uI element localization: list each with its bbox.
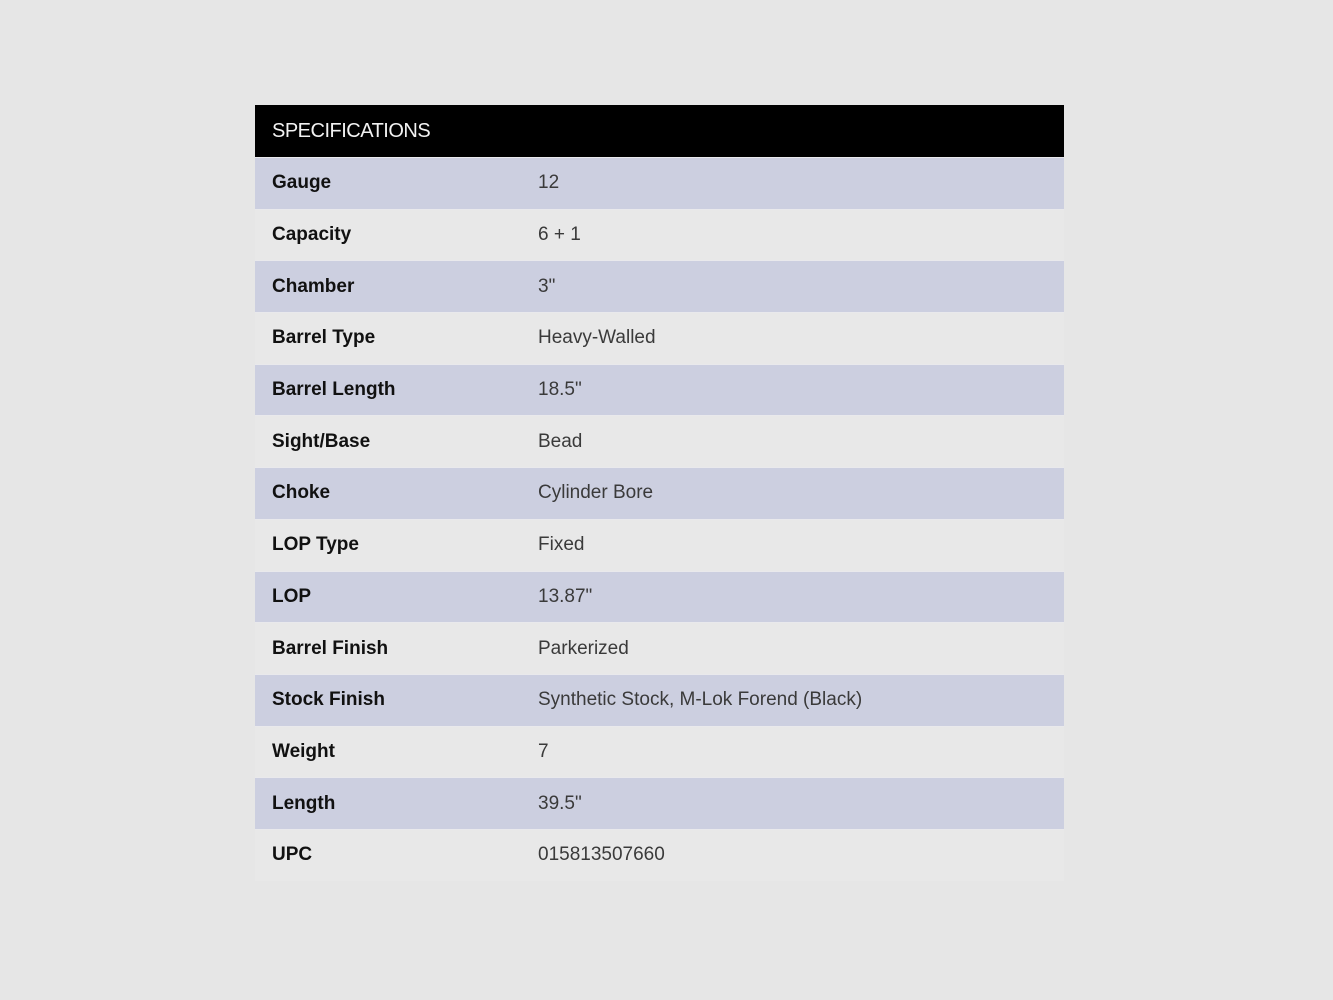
table-header — [255, 105, 1064, 157]
spec-value: Bead — [538, 430, 583, 452]
spec-label: Sight/Base — [272, 430, 371, 452]
spec-row-sight-base — [255, 415, 1064, 467]
spec-value: 39.5" — [538, 792, 582, 814]
spec-label: Stock Finish — [272, 689, 385, 711]
spec-label: Barrel Length — [272, 379, 396, 401]
spec-value: 18.5" — [538, 379, 582, 401]
spec-label: UPC — [272, 844, 313, 866]
spec-row-gauge — [255, 157, 1064, 209]
spec-label: Choke — [272, 482, 331, 504]
spec-label: LOP Type — [272, 534, 359, 556]
spec-row-chamber — [255, 260, 1064, 312]
spec-label: Gauge — [272, 172, 332, 194]
spec-row-upc — [255, 829, 1064, 881]
spec-row-choke — [255, 467, 1064, 519]
spec-row-barrel-type — [255, 312, 1064, 364]
spec-label: LOP — [272, 585, 312, 607]
spec-row-stock-finish — [255, 674, 1064, 726]
spec-label: Barrel Type — [272, 327, 376, 349]
spec-value: Heavy-Walled — [538, 327, 656, 349]
spec-value: 6 + 1 — [538, 224, 581, 246]
spec-value: 7 — [538, 740, 549, 762]
spec-label: Barrel Finish — [272, 637, 389, 659]
spec-label: Length — [272, 792, 336, 814]
spec-label: Chamber — [272, 275, 355, 297]
spec-label: Capacity — [272, 224, 352, 246]
spec-row-length — [255, 777, 1064, 829]
spec-label: Weight — [272, 740, 335, 762]
spec-value: Parkerized — [538, 637, 629, 659]
spec-value: Synthetic Stock, M-Lok Forend (Black) — [538, 689, 863, 711]
specifications-table — [255, 105, 1064, 881]
table-title: SPECIFICATIONS — [272, 119, 431, 142]
spec-value: 12 — [538, 172, 560, 194]
spec-row-barrel-finish — [255, 622, 1064, 674]
spec-value: 015813507660 — [538, 844, 665, 866]
spec-row-lop — [255, 571, 1064, 623]
spec-value: 13.87" — [538, 585, 593, 607]
spec-value: Cylinder Bore — [538, 482, 654, 504]
spec-row-barrel-length — [255, 364, 1064, 416]
spec-row-weight — [255, 726, 1064, 778]
spec-value: Fixed — [538, 534, 585, 556]
spec-row-capacity — [255, 209, 1064, 261]
spec-row-lop-type — [255, 519, 1064, 571]
spec-value: 3" — [538, 275, 556, 297]
